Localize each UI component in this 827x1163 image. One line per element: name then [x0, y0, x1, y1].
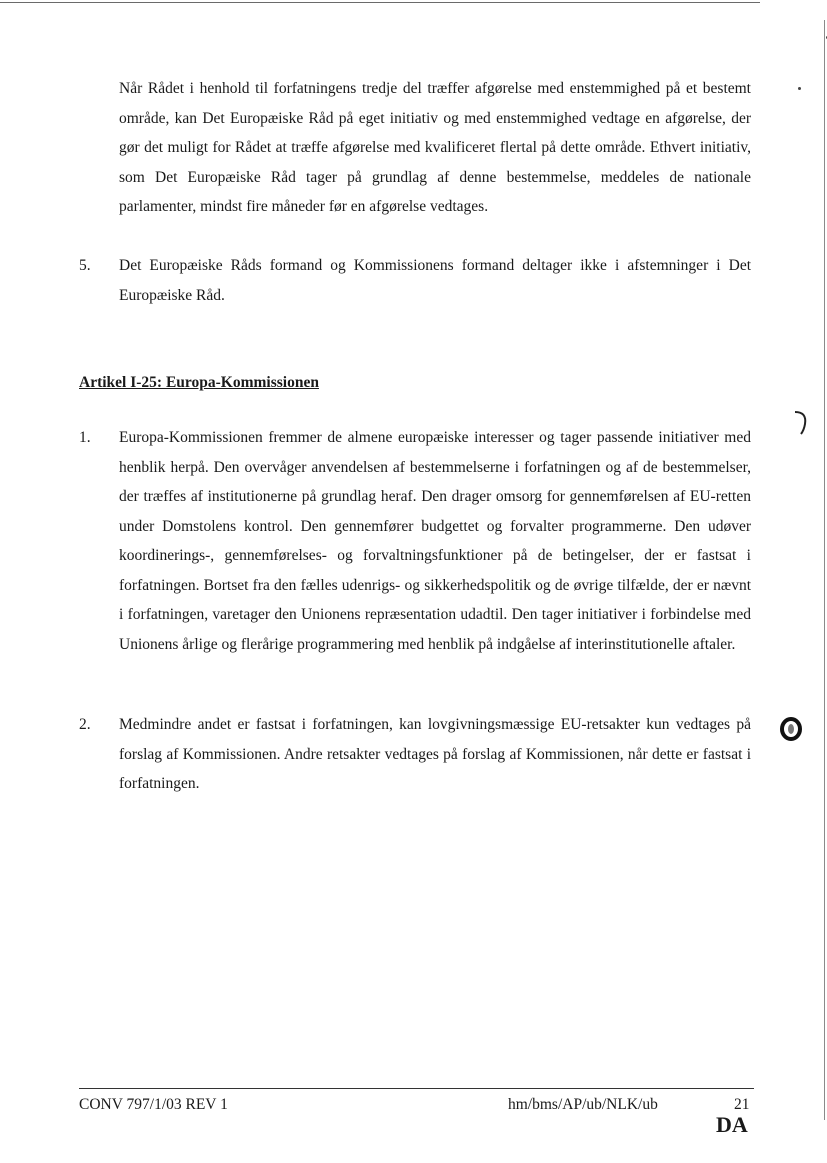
margin-arc-mark: [793, 408, 809, 436]
page-number: 21: [734, 1096, 750, 1113]
paragraph-5-text: Det Europæiske Råds formand og Kommissionens formand deltager ikke i afstemninger i Det Europæiske Råd.: [119, 257, 751, 304]
right-scan-rule: [824, 20, 825, 1120]
language-code: DA: [716, 1112, 748, 1137]
paragraph-number-2: 2.: [79, 716, 91, 733]
article-paragraph-2-text: Medmindre andet er fastsat i forfatningen, kan lovgivningsmæssige EU-retsakter kun vedtages på forslag af Kommissionen. Andre retsakter vedtages på forslag af Kommissionen, når dette er fastsat i forfatningen.: [119, 716, 751, 792]
article-paragraph-1-text: Europa-Kommissionen fremmer de almene europæiske interesser og tager passende initiativer med henblik herpå. Den overvåger anvendelsen af bestemmelserne i forfatningen og af de bestemmelser, der træffes af institutionerne på grundlag heraf. Den drager omsorg for gennemførelsen af EU-retten under Domstolens kontrol. Den gennemfører budgettet og forvalter programmerne. Den udøver koordinerings-, gennemførelses- og forvaltningsfunktioner på de betingelser, der er fastsat i forfatningen. Bortset fra den fælles udenrigs- og sikkerhedspolitik og de øvrige tilfælde, der er nævnt i forfatningen, varetager den Unionens repræsentation udadtil. Den tager initiativer i forbindelse med Unionens årlige og flerårige programmering med henblik på indgåelse af interinstitutionelle aftaler.: [119, 429, 751, 653]
paragraph-number-5: 5.: [79, 257, 91, 274]
footer-rule: [79, 1088, 754, 1089]
paragraph-number-1: 1.: [79, 429, 91, 446]
document-reference: CONV 797/1/03 REV 1: [79, 1096, 228, 1113]
scan-speck: [798, 87, 801, 90]
author-initials: hm/bms/AP/ub/NLK/ub: [508, 1096, 658, 1113]
punch-hole-mark: [780, 717, 802, 741]
article-heading: Artikel I-25: Europa-Kommissionen: [79, 374, 319, 391]
paragraph-4-continuation: Når Rådet i henhold til forfatningens tredje del træffer afgørelse med enstemmighed på et bestemt område, kan Det Europæiske Råd på eget initiativ og med enstemmighed vedtage en afgørelse, der gør det muligt for Rådet at træffe afgørelse med kvalificeret flertal på dette område. Ethvert initiativ, som Det Europæiske Råd tager på grundlag af denne bestemmelse, meddeles de nationale parlamenter, mindst fire måneder før en afgørelse vedtages.: [119, 80, 751, 215]
top-scan-rule: [0, 2, 760, 3]
